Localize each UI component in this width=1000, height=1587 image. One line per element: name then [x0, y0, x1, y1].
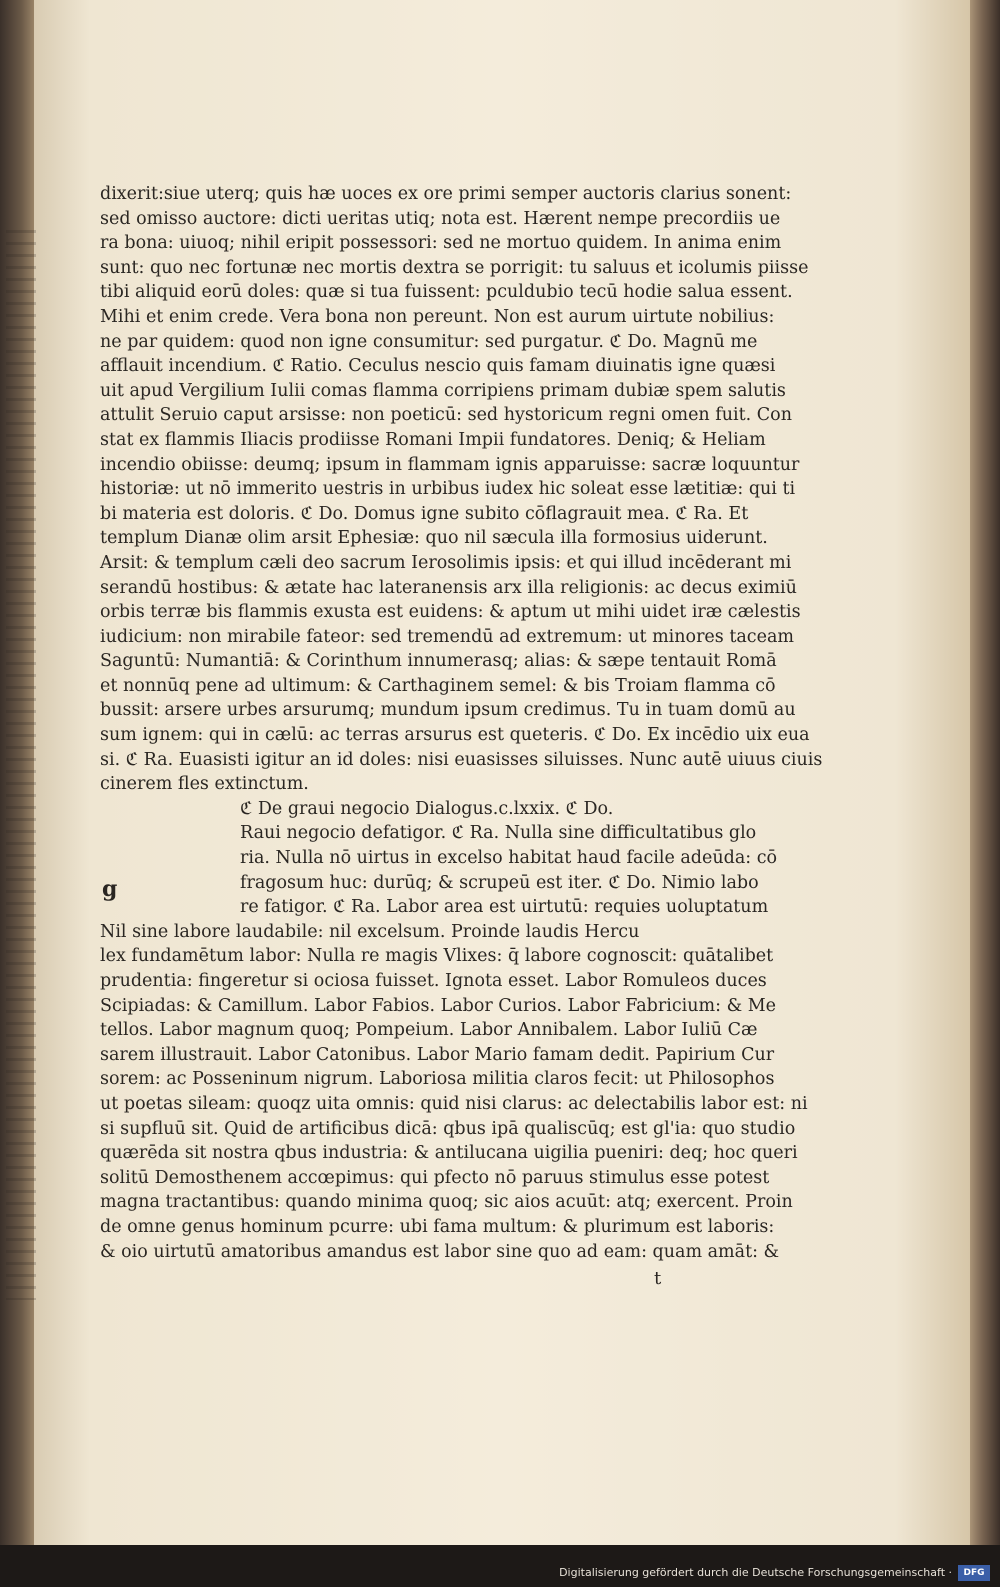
text-line: si supfluū sit. Quid de artificibus dicā: qbus ipā qualiscūq; est gl'ia: quo studio: [100, 1118, 796, 1139]
text-line: dixerit:siue uterq; quis hæ uoces ex ore primi semper auctoris clarius sonent:: [100, 184, 792, 204]
text-line: Mihi et enim crede. Vera bona non pereunt. Non est aurum uirtute nobilius:: [100, 306, 775, 327]
text-line: solitū Demosthenem accœpimus: qui pfecto nō paruus stimulus esse potest: [100, 1167, 770, 1188]
text-line: historiæ: ut nō immerito uestris in urbibus iudex hic soleat esse lætitiæ: qui ti: [100, 479, 796, 500]
text-line: re fatigor. ℭ Ra. Labor area est uirtutū: requies uoluptatum: [240, 897, 769, 918]
text-line: si. ℭ Ra. Euasisti igitur an id doles: nisi euasisses siluisses. Nunc autē uiuus ciuis: [100, 749, 823, 770]
text-line: uit apud Vergilium Iulii comas flamma corripiens primam dubiæ spem salutis: [100, 380, 786, 401]
text-line: templum Dianæ olim arsit Ephesiæ: quo nil sæcula illa formosius uiderunt.: [100, 528, 768, 549]
text-line: ria. Nulla nō uirtus in excelso habitat haud facile adeūda: cō: [240, 848, 778, 869]
text-line: lex fundamētum labor: Nulla re magis Vlixes: q̄ labore cognoscit: quātalibet: [100, 946, 774, 967]
footer-bar: [0, 1545, 1000, 1587]
text-line: sum ignem: qui in cælū: ac terras arsurus est queteris. ℭ Do. Ex incēdio uix eua: [100, 725, 810, 746]
text-line: attulit Seruio caput arsisse: non poeticū: sed hystoricum regni omen fuit. Con: [100, 405, 792, 426]
paragraph-indented: [100, 821, 778, 919]
text-line: serandū hostibus: & ætate hac lateranensis arx illa religionis: ac decus eximiū: [100, 577, 797, 598]
catchword-mark: t: [654, 1268, 662, 1289]
text-line: afflauit incendium. ℭ Ratio. Ceculus nescio quis famam diuinatis igne quæsi: [100, 356, 776, 377]
text-line: ne par quidem: quod non igne consumitur: sed purgatur. ℭ Do. Magnū me: [100, 331, 758, 352]
text-line: sunt: quo nec fortunæ nec mortis dextra se porrigit: tu saluus et icolumis piisse: [100, 257, 809, 278]
text-line: sed omisso auctore: dicti ueritas utiq; nota est. Hærent nempe precordiis ue: [100, 208, 781, 229]
text-block: [100, 182, 823, 1264]
text-line: ra bona: uiuoq; nihil eripit possessori: sed ne mortuo quidem. In anima enim: [100, 233, 782, 254]
text-line: orbis terræ bis flammis exusta est euidens: & aptum ut mihi uidet iræ cælestis: [100, 602, 801, 623]
text-line: tibi aliquid eorū doles: quæ si tua fuissent: pculdubio tecū hodie salua essent.: [100, 282, 793, 303]
initial-letter: g: [102, 876, 118, 902]
text-line: iudicium: non mirabile fateor: sed tremendū ad extremum: ut minores taceam: [100, 626, 794, 647]
text-line: sorem: ac Posseninum nigrum. Laboriosa militia claros fecit: ut Philosophos: [100, 1069, 775, 1090]
dfg-logo: DFG: [958, 1565, 990, 1581]
text-line: quærēda sit nostra qbus industria: & antilucana uigilia pueniri: deq; hoc queri: [100, 1143, 798, 1164]
text-line: Saguntū: Numantiā: & Corinthum innumerasq; alias: & sæpe tentauit Romā: [100, 651, 777, 672]
paragraph-bottom: [100, 920, 808, 1264]
text-line: Scipiadas: & Camillum. Labor Fabios. Labor Curios. Labor Fabricium: & Me: [100, 995, 776, 1016]
text-line: ut poetas sileam: quoqz uita omnis: quid nisi clarus: ac delectabilis labor est: ni: [100, 1093, 808, 1114]
text-line: incendio obiisse: deumq; ipsum in flammam ignis apparuisse: sacræ loquuntur: [100, 454, 800, 475]
text-line: & oio uirtutū amatoribus amandus est labor sine quo ad eam: quam amāt: &: [100, 1241, 780, 1262]
paragraph-top: [100, 182, 823, 797]
text-line: Raui negocio defatigor. ℭ Ra. Nulla sine difficultatibus glo: [240, 823, 757, 844]
text-line: tellos. Labor magnum quoq; Pompeium. Labor Annibalem. Labor Iuliū Cæ: [100, 1020, 758, 1041]
text-line: prudentia: fingeretur si ociosa fuisset. Ignota esset. Labor Romuleos duces: [100, 971, 767, 991]
text-line: bussit: arsere urbes arsurumq; mundum ipsum credimus. Tu in tuam domū au: [100, 700, 796, 721]
facing-page-bleed: [6, 230, 36, 1300]
dialog-heading: ℭ De graui negocio Dialogus.c.lxxix. ℭ Do.: [240, 798, 614, 819]
text-line: stat ex flammis Iliacis prodiisse Romani Impii fundatores. Deniq; & Heliam: [100, 429, 766, 450]
text-line: bi materia est doloris. ℭ Do. Domus igne subito cōflagrauit mea. ℭ Ra. Et: [100, 503, 749, 524]
text-line: magna tractantibus: quando minima quoq; sic aios acuūt: atq; exercent. Proin: [100, 1192, 793, 1213]
text-line: et nonnūq pene ad ultimum: & Carthaginem semel: & bis Troiam flamma cō: [100, 675, 776, 696]
text-line: de omne genus hominum pcurre: ubi fama multum: & plurimum est laboris:: [100, 1216, 775, 1237]
text-line: cinerem fles extinctum.: [100, 774, 309, 795]
footer-credit: Digitalisierung gefördert durch die Deutsche Forschungsgemeinschaft ·: [559, 1566, 952, 1579]
text-line: Arsit: & templum cæli deo sacrum Ierosolimis ipsis: et qui illud incēderant mi: [100, 552, 792, 573]
text-line: fragosum huc: durūq; & scrupeū est iter. ℭ Do. Nimio labo: [240, 872, 759, 893]
text-line: Nil sine labore laudabile: nil excelsum. Proinde laudis Hercu: [100, 921, 640, 942]
book-page: [34, 0, 970, 1545]
text-line: sarem illustrauit. Labor Catonibus. Labor Mario famam dedit. Papirium Cur: [100, 1044, 775, 1065]
